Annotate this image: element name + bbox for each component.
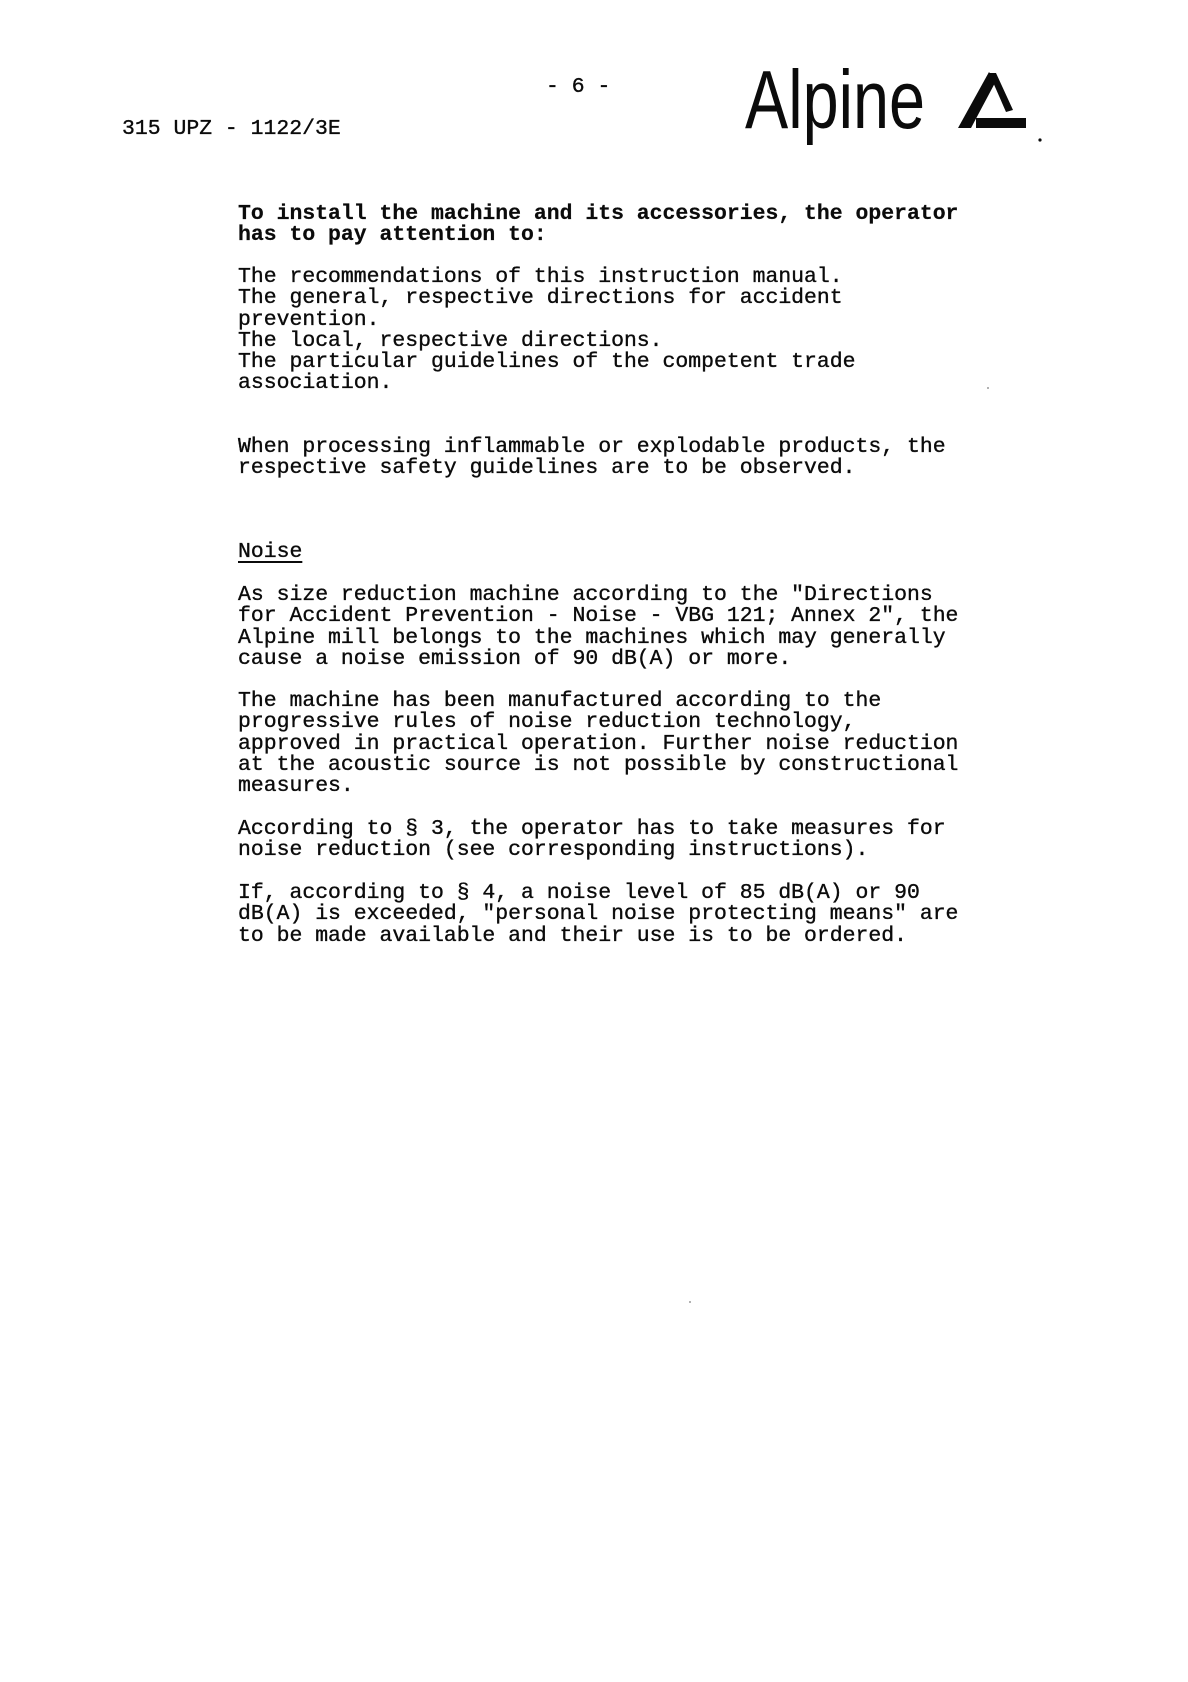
inflammable-products-note: When processing inflammable or explodable products, the respective safety guidelines are to be observed. [238,435,946,481]
noise-paragraph-2: The machine has been manufactured according to the progressive rules of noise reduction technology, approved in practical operation. Further noise reduction at the acoustic source is not possible by constructional measures. [238,689,959,798]
installation-recommendations: The recommendations of this instruction manual. The general, respective directions for accident prevention. The local, respective directions. The particular guidelines of the competent trade association. [238,265,856,396]
logo-wordmark: Alpine [745,53,925,146]
alpine-logo [740,55,1050,155]
noise-paragraph-4: If, according to § 4, a noise level of 85 dB(A) or 90 dB(A) is exceeded, "personal noise protecting means" are to be made available and their use is to be ordered. [238,881,959,948]
document-code: 315 UPZ - 1122/3E [122,117,341,141]
scan-speck [987,387,989,389]
alpine-triangle-mark-icon [958,72,1042,142]
noise-paragraph-3: According to § 3, the operator has to take measures for noise reduction (see corresponding instructions). [238,817,946,863]
scan-speck [689,1301,691,1303]
noise-paragraph-1: As size reduction machine according to the "Directions for Accident Prevention - Noise - VBG 121; Annex 2", the Alpine mill belongs to the machines which may generally cause a noise emission of 90 dB(A) or more. [238,583,959,671]
page-number: - 6 - [546,75,611,99]
installation-intro: To install the machine and its accessories, the operator has to pay attention to: [238,202,959,248]
noise-section-heading: Noise [238,540,303,564]
